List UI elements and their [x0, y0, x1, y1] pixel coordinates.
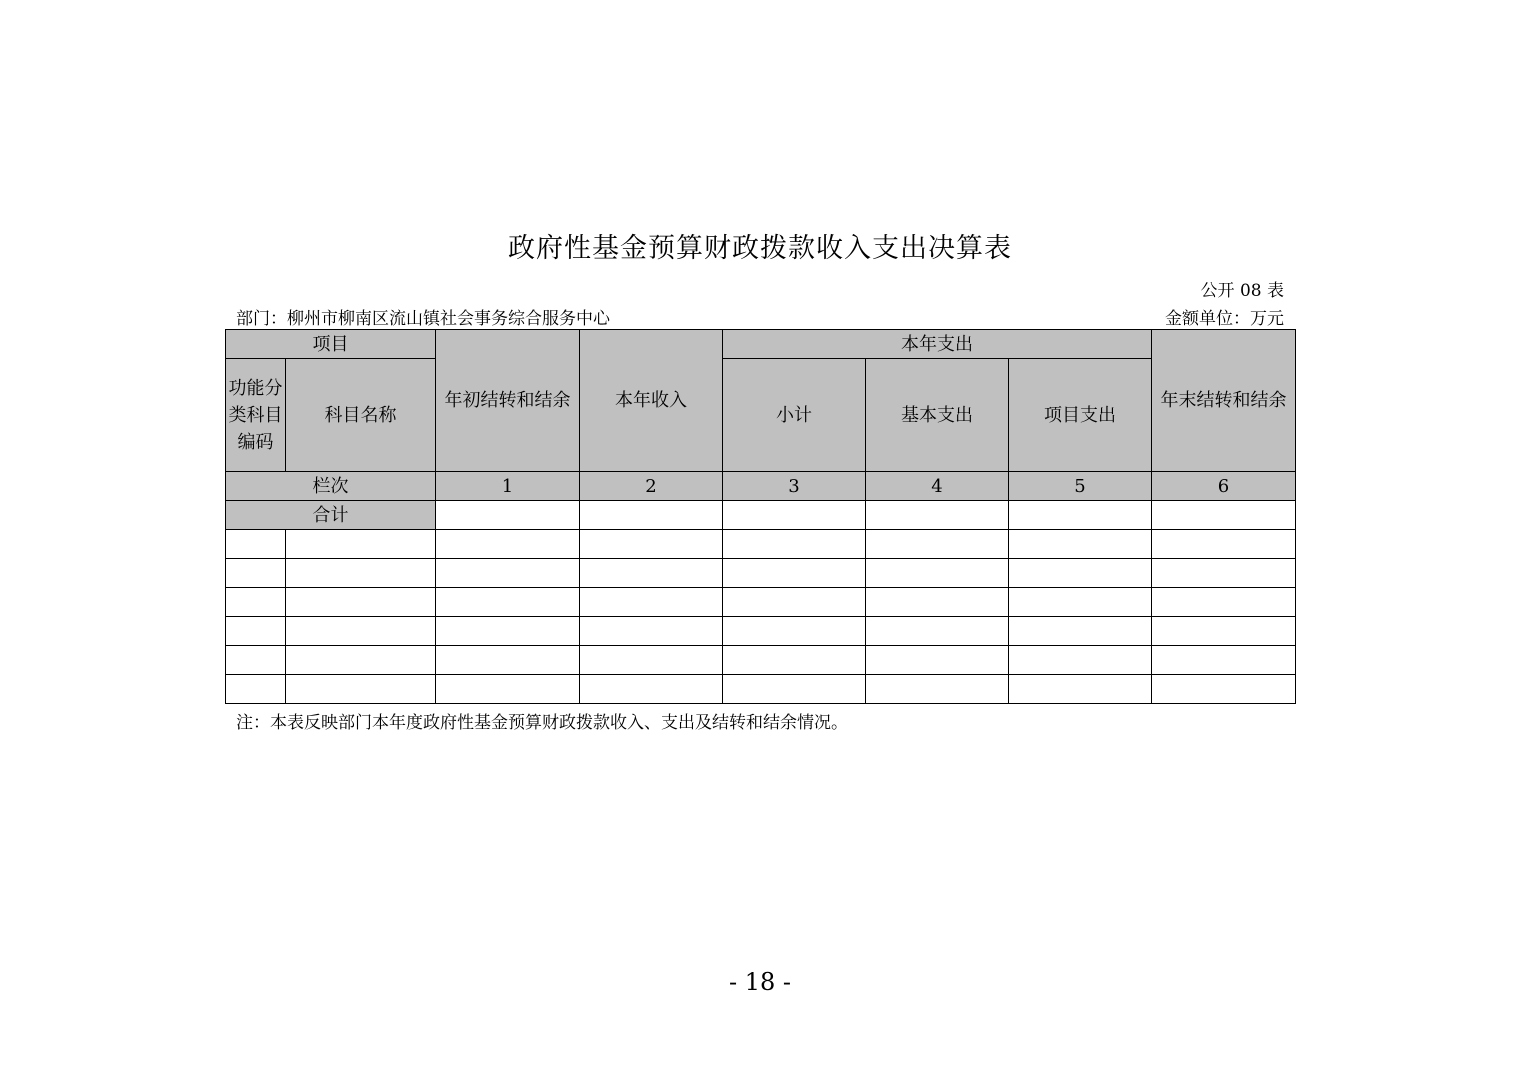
- table-cell: [1009, 675, 1152, 704]
- table-cell: [580, 617, 723, 646]
- table-row: [226, 675, 1296, 704]
- total-cell: [1152, 501, 1296, 530]
- index-col-2: 2: [580, 472, 723, 501]
- department-label: 部门：柳州市柳南区流山镇社会事务综合服务中心: [236, 309, 610, 329]
- total-cell: [436, 501, 580, 530]
- table-cell: [1152, 675, 1296, 704]
- total-cell: [723, 501, 866, 530]
- table-cell: [436, 675, 580, 704]
- table-row: [226, 588, 1296, 617]
- table-cell: [1009, 617, 1152, 646]
- header-annual-income: 本年收入: [580, 330, 723, 472]
- total-row-label: 合计: [226, 501, 436, 530]
- table-cell: [286, 675, 436, 704]
- table-cell: [1152, 617, 1296, 646]
- index-col-1: 1: [436, 472, 580, 501]
- table-cell: [286, 646, 436, 675]
- table-cell: [226, 617, 286, 646]
- page-title: 政府性基金预算财政拨款收入支出决算表: [508, 233, 1012, 264]
- table-cell: [866, 646, 1009, 675]
- index-col-6: 6: [1152, 472, 1296, 501]
- header-basic-expense: 基本支出: [866, 359, 1009, 472]
- table-note: 注：本表反映部门本年度政府性基金预算财政拨款收入、支出及结转和结余情况。: [236, 713, 848, 733]
- table-cell: [1009, 530, 1152, 559]
- total-cell: [580, 501, 723, 530]
- table-cell: [1152, 559, 1296, 588]
- header-annual-expense: 本年支出: [723, 330, 1152, 359]
- index-col-5: 5: [1009, 472, 1152, 501]
- table-cell: [286, 530, 436, 559]
- table-cell: [723, 588, 866, 617]
- header-opening-balance: 年初结转和结余: [436, 330, 580, 472]
- total-cell: [1009, 501, 1152, 530]
- table-cell: [436, 617, 580, 646]
- table-cell: [286, 588, 436, 617]
- table-cell: [1152, 646, 1296, 675]
- table-cell: [1009, 646, 1152, 675]
- index-row-label: 栏次: [226, 472, 436, 501]
- page-number: - 18 -: [728, 968, 791, 996]
- table-cell: [226, 559, 286, 588]
- table-cell: [866, 530, 1009, 559]
- table-cell: [580, 588, 723, 617]
- table-cell: [436, 588, 580, 617]
- header-subject-name: 科目名称: [286, 359, 436, 472]
- table-row: [226, 646, 1296, 675]
- header-subtotal: 小计: [723, 359, 866, 472]
- table-cell: [1009, 559, 1152, 588]
- table-cell: [436, 646, 580, 675]
- form-number: 公开 08 表: [1200, 281, 1284, 301]
- table-cell: [436, 530, 580, 559]
- budget-table: [225, 329, 1296, 704]
- table-cell: [226, 675, 286, 704]
- table-cell: [866, 559, 1009, 588]
- table-cell: [436, 559, 580, 588]
- table-cell: [1152, 588, 1296, 617]
- table-cell: [723, 617, 866, 646]
- header-func-code: 功能分类科目编码: [226, 359, 286, 472]
- table-row: [226, 559, 1296, 588]
- index-col-4: 4: [866, 472, 1009, 501]
- table-cell: [580, 646, 723, 675]
- header-closing-balance: 年末结转和结余: [1152, 330, 1296, 472]
- table-cell: [226, 588, 286, 617]
- header-item: 项目: [226, 330, 436, 359]
- table-cell: [1009, 588, 1152, 617]
- header-project-expense: 项目支出: [1009, 359, 1152, 472]
- table-cell: [866, 617, 1009, 646]
- table-cell: [226, 646, 286, 675]
- data-rows: [226, 530, 1296, 704]
- amount-unit-label: 金额单位：万元: [1165, 309, 1284, 329]
- table-row: [226, 530, 1296, 559]
- table-cell: [286, 559, 436, 588]
- table-cell: [580, 530, 723, 559]
- index-col-3: 3: [723, 472, 866, 501]
- table-row: [226, 617, 1296, 646]
- table-cell: [580, 675, 723, 704]
- table-cell: [723, 530, 866, 559]
- table-cell: [226, 530, 286, 559]
- table-cell: [723, 646, 866, 675]
- total-cell: [866, 501, 1009, 530]
- table-cell: [866, 588, 1009, 617]
- total-row: [226, 501, 1296, 530]
- table-cell: [286, 617, 436, 646]
- table-cell: [1152, 530, 1296, 559]
- table-cell: [866, 675, 1009, 704]
- table-cell: [580, 559, 723, 588]
- table-cell: [723, 675, 866, 704]
- table-cell: [723, 559, 866, 588]
